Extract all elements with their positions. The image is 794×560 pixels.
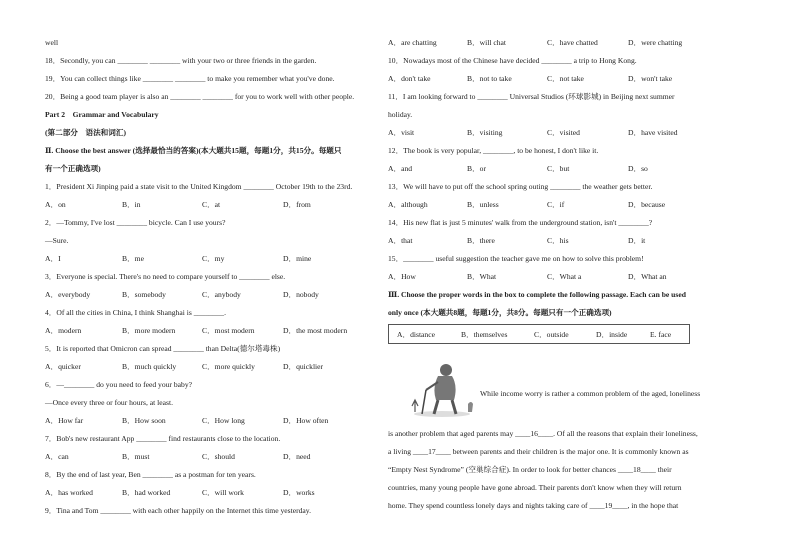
option[interactable]: A．modern: [45, 326, 82, 335]
option[interactable]: B．visiting: [467, 128, 503, 137]
option[interactable]: A．everybody: [45, 290, 91, 299]
option[interactable]: B．had worked: [122, 488, 171, 497]
word-option[interactable]: A．distance: [397, 330, 435, 339]
option[interactable]: D．mine: [283, 254, 312, 263]
option[interactable]: A．I: [45, 254, 61, 263]
option[interactable]: D．What an: [628, 272, 667, 281]
passage-line: countries, many young people have gone abroad. Their parents don't know when they will return: [388, 483, 682, 492]
option[interactable]: B．How soon: [122, 416, 166, 425]
option[interactable]: C．How long: [202, 416, 245, 425]
part2-heading: Part 2 Grammar and Vocabulary: [45, 110, 159, 119]
option[interactable]: C．more quickly: [202, 362, 255, 371]
question-11: 11．I am looking forward to ________ Universal Studios (环球影城) in Beijing next summer: [388, 92, 675, 101]
option[interactable]: C．visited: [547, 128, 580, 137]
question-11-cont: holiday.: [388, 110, 413, 119]
question-1: 1．President Xi Jinping paid a state visit to the United Kingdom ________ October 19th to the 23rd.: [45, 182, 353, 191]
section-iii-instruction: Ⅲ. Choose the proper words in the box to complete the following passage. Each can be used: [388, 290, 686, 299]
option[interactable]: D．quicklier: [283, 362, 324, 371]
question-4: 4．Of all the cities in China, I think Shanghai is ________.: [45, 308, 226, 317]
option[interactable]: D．nobody: [283, 290, 319, 299]
option[interactable]: B．or: [467, 164, 486, 173]
word-option[interactable]: C．outside: [534, 330, 569, 339]
option[interactable]: A．How: [388, 272, 416, 281]
option[interactable]: D．have visited: [628, 128, 678, 137]
option[interactable]: A．How far: [45, 416, 84, 425]
option[interactable]: B．much quickly: [122, 362, 177, 371]
option[interactable]: C．What a: [547, 272, 582, 281]
option[interactable]: D．How often: [283, 416, 329, 425]
part2-subheading: (第二部分 语法和词汇): [45, 128, 126, 137]
option[interactable]: B．there: [467, 236, 495, 245]
passage-line: home. They spend countless lonely days and nights taking care of ____19____, in the hope that: [388, 501, 679, 510]
option[interactable]: C．but: [547, 164, 570, 173]
section-ii-instruction: Ⅱ. Choose the best answer (选择最恰当的答案)(本大题共15题，每题1分，共15分。每题只: [45, 146, 342, 155]
question-13: 13．We will have to put off the school spring outing ________ the weather gets better.: [388, 182, 653, 191]
option[interactable]: A．on: [45, 200, 66, 209]
option[interactable]: A．visit: [388, 128, 415, 137]
option[interactable]: D．works: [283, 488, 315, 497]
option[interactable]: B．unless: [467, 200, 499, 209]
option[interactable]: A．don't take: [388, 74, 431, 83]
word-option[interactable]: B．themselves: [461, 330, 508, 339]
question-14: 14．His new flat is just 5 minutes' walk from the underground station, isn't ________?: [388, 218, 653, 227]
option[interactable]: A．that: [388, 236, 413, 245]
passage-line: “Empty Nest Syndrome” (空巢综合症). In order to look for better chances ____18____ their: [388, 465, 672, 474]
option[interactable]: C．should: [202, 452, 235, 461]
option[interactable]: C．not take: [547, 74, 584, 83]
option[interactable]: C．have chatted: [547, 38, 598, 47]
option[interactable]: C．most modern: [202, 326, 255, 335]
option[interactable]: B．me: [122, 254, 144, 263]
option[interactable]: A．are chatting: [388, 38, 437, 47]
option[interactable]: A．has worked: [45, 488, 93, 497]
question-8: 8．By the end of last year, Ben ________ as a postman for ten years.: [45, 470, 256, 479]
question-6-reply: —Once every three or four hours, at least.: [45, 398, 173, 407]
question-2-reply: —Sure.: [45, 236, 69, 245]
option[interactable]: C．if: [547, 200, 565, 209]
option[interactable]: D．from: [283, 200, 311, 209]
option[interactable]: C．his: [547, 236, 569, 245]
question-19: 19．You can collect things like ________ ________ to make you remember what you've done.: [45, 74, 335, 83]
option[interactable]: C．anybody: [202, 290, 241, 299]
elderly-person-illustration: [408, 360, 476, 418]
question-15: 15．________ useful suggestion the teacher gave me on how to solve this problem!: [388, 254, 644, 263]
option[interactable]: D．so: [628, 164, 648, 173]
option[interactable]: B．somebody: [122, 290, 166, 299]
question-18: 18．Secondly, you can ________ ________ with your two or three friends in the garden.: [45, 56, 317, 65]
word-option[interactable]: E. face: [650, 330, 672, 339]
question-10: 10．Nowadays most of the Chinese have decided ________ a trip to Hong Kong.: [388, 56, 637, 65]
question-3: 3．Everyone is special. There's no need to compare yourself to ________ else.: [45, 272, 286, 281]
option[interactable]: D．were chatting: [628, 38, 683, 47]
option[interactable]: A．quicker: [45, 362, 81, 371]
section-iii-instruction-cont: only once (本大题共8题，每题1分，共8分。每题只有一个正确选项): [388, 308, 612, 317]
word-option[interactable]: D．inside: [596, 330, 628, 339]
question-7: 7．Bob's new restaurant App ________ find restaurants close to the location.: [45, 434, 281, 443]
passage-line: While income worry is rather a common problem of the aged, loneliness: [480, 389, 701, 398]
option[interactable]: B．more modern: [122, 326, 176, 335]
option[interactable]: A．although: [388, 200, 428, 209]
option[interactable]: C．my: [202, 254, 225, 263]
question-2: 2．—Tommy, I've lost ________ bicycle. Can I use yours?: [45, 218, 226, 227]
question-5: 5．It is reported that Omicron can spread ________ than Delta(德尔塔毒株): [45, 344, 281, 353]
option[interactable]: D．won't take: [628, 74, 673, 83]
passage-line: a living ____17____ between parents and their children is the major one. It is commonly known as: [388, 447, 689, 456]
section-ii-instruction-cont: 有一个正确选项): [45, 164, 101, 173]
option[interactable]: D．the most modern: [283, 326, 348, 335]
question-20: 20．Being a good team player is also an ________ ________ for you to work well with other people.: [45, 92, 355, 101]
passage-line: is another problem that aged parents may ____16____. Of all the reasons that explain their loneliness,: [388, 429, 698, 438]
question-6: 6．—________ do you need to feed your baby?: [45, 380, 192, 389]
option[interactable]: A．and: [388, 164, 413, 173]
option[interactable]: D．need: [283, 452, 311, 461]
option[interactable]: D．it: [628, 236, 646, 245]
option[interactable]: B．must: [122, 452, 150, 461]
option[interactable]: A．can: [45, 452, 69, 461]
option[interactable]: D．because: [628, 200, 666, 209]
text-line: well: [45, 38, 59, 47]
option[interactable]: C．at: [202, 200, 221, 209]
question-9: 9．Tina and Tom ________ with each other happily on the Internet this time yesterday.: [45, 506, 311, 515]
option[interactable]: B．will chat: [467, 38, 507, 47]
option[interactable]: B．What: [467, 272, 497, 281]
option[interactable]: C．will work: [202, 488, 244, 497]
option[interactable]: B．not to take: [467, 74, 512, 83]
question-12: 12．The book is very popular, ________, to be honest, I don't like it.: [388, 146, 599, 155]
word-box: [388, 324, 690, 344]
option[interactable]: B．in: [122, 200, 141, 209]
